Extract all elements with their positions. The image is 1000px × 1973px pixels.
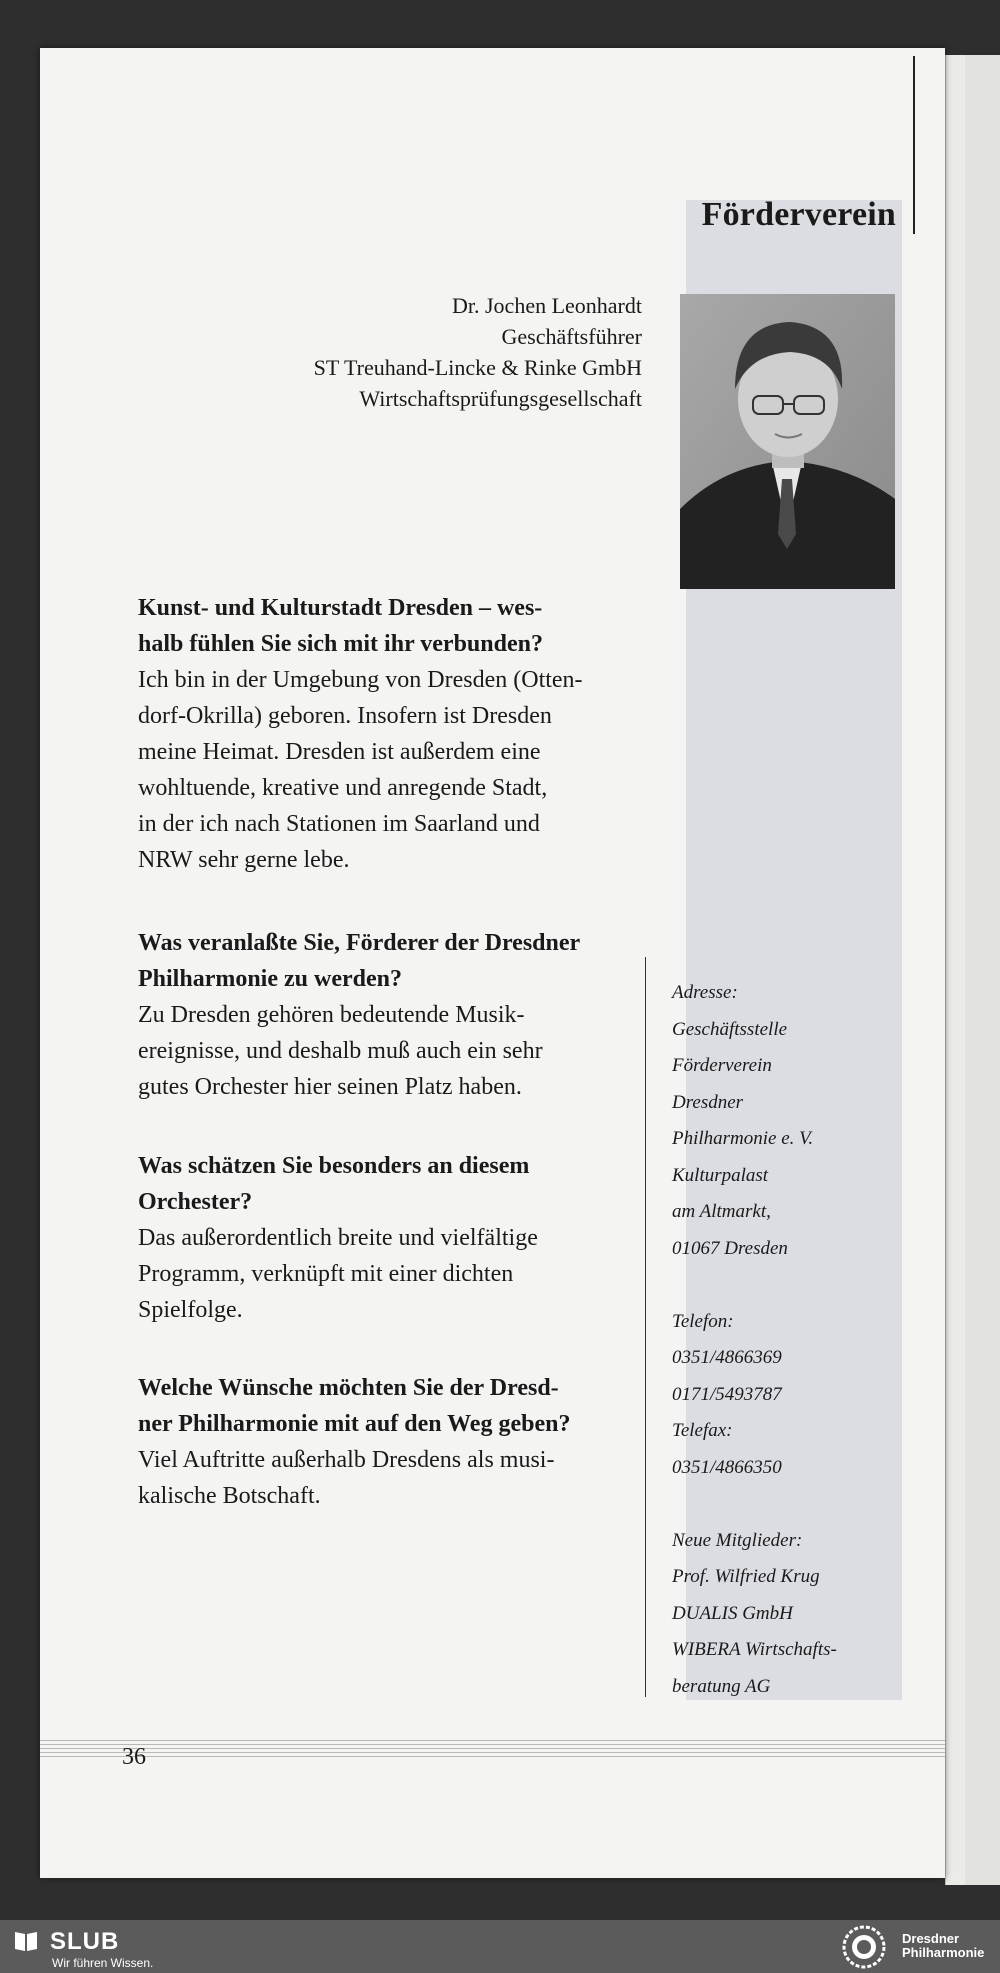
qa-block-1 (138, 590, 635, 878)
partner-name[interactable] (902, 1932, 984, 1960)
question-line: Philharmonie zu werden? (138, 966, 402, 992)
address-line: am Altmarkt, (672, 1201, 771, 1222)
member-entry: beratung AG (672, 1675, 771, 1697)
answer-line: gutes Orchester hier seinen Platz haben. (138, 1074, 522, 1100)
answer-line: Zu Dresden gehören bedeutende Musik- (138, 1002, 525, 1028)
spacer (672, 1486, 897, 1523)
answer-line: meine Heimat. Dresden ist außerdem eine (138, 739, 541, 765)
question-line: Was veranlaßte Sie, Förderer der Dresdner (138, 930, 581, 956)
person-silhouette-icon (680, 294, 895, 589)
sidebar-divider (645, 957, 646, 1697)
person-role: Geschäftsführer (501, 324, 642, 349)
partner-name-line: Dresdner (902, 1931, 960, 1946)
member-entry: DUALIS GmbH (672, 1602, 793, 1624)
phone-number: 0171/5493787 (672, 1383, 782, 1405)
answer-line: Ich bin in der Umgebung von Dresden (Otten- (138, 667, 583, 693)
question-line: Kunst- und Kulturstadt Dresden – wes- (138, 595, 543, 621)
address-line: Philharmonie e. V. (672, 1128, 814, 1149)
library-name[interactable]: SLUB (50, 1928, 120, 1955)
fax-number: 0351/4866350 (672, 1456, 782, 1478)
address-line: Kulturpalast (672, 1164, 769, 1186)
next-page-fold (965, 55, 1000, 1885)
library-tagline: Wir führen Wissen. (52, 1956, 154, 1970)
member-entry: Prof. Wilfried Krug (672, 1566, 820, 1587)
bottom-rules (40, 1740, 945, 1784)
person-block (190, 290, 642, 414)
phone-label: Telefon: (672, 1310, 734, 1332)
answer-line: dorf-Okrilla) geboren. Insofern ist Dresden (138, 703, 552, 729)
footer-bar (0, 1920, 1000, 1973)
answer-line: Programm, verknüpft mit einer dichten (138, 1261, 514, 1287)
question-line: ner Philharmonie mit auf den Weg geben? (138, 1411, 571, 1437)
title-rule (913, 56, 915, 234)
sidebar-info (672, 975, 897, 1705)
page-number: 36 (122, 1744, 146, 1770)
question-line: Was schätzen Sie besonders an diesem (138, 1153, 530, 1179)
address-line: 01067 Dresden (672, 1237, 788, 1259)
answer-line: kalische Botschaft. (138, 1483, 321, 1509)
fax-label: Telefax: (672, 1420, 733, 1441)
spacer (672, 1267, 897, 1304)
philharmonie-logo-icon (842, 1925, 886, 1969)
person-name: Dr. Jochen Leonhardt (452, 293, 642, 318)
answer-line: in der ich nach Stationen im Saarland und (138, 811, 540, 837)
question-line: halb fühlen Sie sich mit ihr verbunden? (138, 631, 543, 657)
qa-block-4 (138, 1370, 635, 1514)
person-company: ST Treuhand-Lincke & Rinke GmbH (313, 355, 642, 380)
question-line: Orchester? (138, 1189, 253, 1215)
partner-name-line: Philharmonie (902, 1945, 985, 1960)
section-title: Förderverein (701, 196, 896, 233)
address-line: Geschäftsstelle (672, 1018, 788, 1040)
address-label: Adresse: (672, 982, 738, 1003)
members-label: Neue Mitglieder: (672, 1529, 803, 1551)
phone-number: 0351/4866369 (672, 1347, 782, 1368)
answer-line: Das außerordentlich breite und vielfältige (138, 1225, 538, 1251)
answer-line: ereignisse, und deshalb muß auch ein sehr (138, 1038, 543, 1064)
question-line: Welche Wünsche möchten Sie der Dresd- (138, 1375, 559, 1401)
member-entry: WIBERA Wirtschafts- (672, 1639, 837, 1660)
address-line: Dresdner (672, 1091, 744, 1113)
answer-line: Viel Auftritte außerhalb Dresdens als musi- (138, 1447, 555, 1473)
answer-line: Spielfolge. (138, 1297, 243, 1323)
answer-line: NRW sehr gerne lebe. (138, 847, 350, 873)
address-line: Förderverein (672, 1055, 772, 1076)
slub-book-icon (14, 1930, 38, 1952)
qa-block-3 (138, 1148, 635, 1328)
answer-line: wohltuende, kreative und anregende Stadt, (138, 775, 548, 801)
person-company-type: Wirtschaftsprüfungsgesellschaft (359, 386, 642, 411)
qa-block-2 (138, 925, 635, 1105)
portrait-photo (680, 294, 895, 589)
